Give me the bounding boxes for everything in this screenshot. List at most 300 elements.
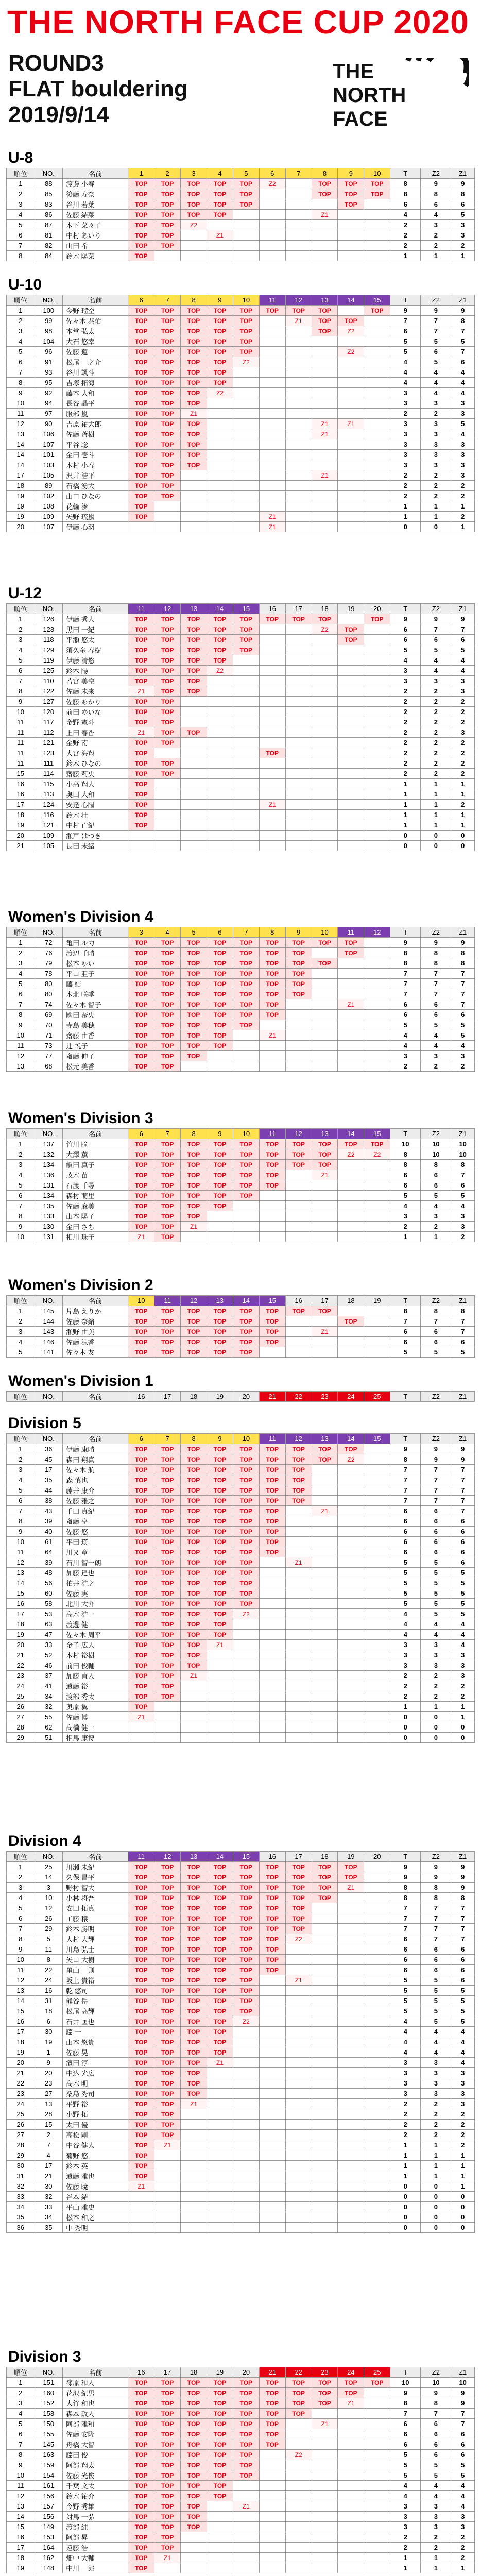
problem-result-cell [338,439,364,450]
problem-result-cell: TOP [181,1496,207,1506]
problem-result-cell [259,2068,285,2078]
name-cell: 小野 拓 [63,2109,128,2120]
zone2-count-cell: 9 [421,1872,451,1883]
table-row [7,1588,475,1599]
table-header-row [7,1392,475,1402]
bib-cell: 141 [35,1347,63,1358]
problem-result-cell: TOP [207,2409,233,2419]
problem-result-cell: TOP [128,1883,154,1893]
problem-result-cell [338,1465,364,1475]
name-cell: 佐藤 未来 [63,686,128,697]
problem-result-cell: TOP [128,2388,154,2398]
problem-result-cell: TOP [181,1201,207,1211]
problem-result-cell: TOP [154,1516,181,1527]
rank-cell: 5 [7,1180,35,1191]
header-problem: 7 [154,295,181,306]
problem-result-cell: TOP [181,357,207,367]
problem-result-cell [259,2460,285,2470]
problem-result-cell [364,969,390,979]
problem-result-cell [154,2223,181,2233]
bib-cell: 152 [35,2398,63,2409]
problem-result-cell: Z2 [233,1609,259,1619]
problem-result-cell: TOP [181,1934,207,1944]
problem-result-cell [364,758,390,769]
problem-result-cell [233,2161,259,2171]
zone2-count-cell: 9 [421,614,451,624]
zone1-count-cell: 1 [451,1712,475,1722]
problem-result-cell: TOP [154,1316,181,1327]
problem-result-cell: TOP [207,1934,233,1944]
problem-result-cell: TOP [207,1475,233,1485]
problem-result-cell: TOP [154,1568,181,1578]
problem-result-cell [154,841,181,851]
problem-result-cell: TOP [312,1893,338,1903]
header-z1: Z1 [451,1129,475,1139]
zone1-count-cell: 1 [451,522,475,532]
problem-result-cell: TOP [154,1609,181,1619]
problem-result-cell [259,2016,285,2027]
problem-result-cell [233,210,259,220]
problem-result-cell: TOP [181,1337,207,1347]
zone1-count-cell: 3 [451,727,475,738]
problem-result-cell [312,979,338,989]
bib-cell: 63 [35,1619,63,1630]
problem-result-cell: TOP [338,316,364,326]
problem-result-cell [338,1712,364,1722]
problem-result-cell [285,2460,312,2470]
problem-result-cell [364,738,390,748]
rank-cell: 2 [7,948,35,958]
problem-result-cell: TOP [128,1444,154,1454]
problem-result-cell: TOP [338,1444,364,1454]
zone2-count-cell: 3 [421,1650,451,1660]
problem-result-cell: TOP [154,2047,181,2058]
problem-result-cell: TOP [207,2419,233,2429]
problem-result-cell: TOP [154,179,181,189]
results-table [6,603,475,851]
problem-result-cell [364,958,390,969]
header-rank: 順位 [7,604,35,614]
rank-cell: 12 [7,419,35,429]
table-row [7,1722,475,1733]
header-problem: 25 [364,2367,390,2378]
problem-result-cell [285,1568,312,1578]
table-row [7,1975,475,1986]
name-cell: 鈴木 陽 [63,666,128,676]
problem-result-cell [207,2130,233,2140]
problem-result-cell [312,2429,338,2439]
problem-result-cell [207,1681,233,1691]
problem-result-cell [364,938,390,948]
rank-cell: 21 [7,2068,35,2078]
problem-result-cell [285,1944,312,1955]
problem-result-cell: TOP [233,2409,259,2419]
problem-result-cell: TOP [128,179,154,189]
problem-result-cell [181,491,207,501]
rank-cell: 14 [7,450,35,460]
problem-result-cell: TOP [207,1201,233,1211]
problem-result-cell [338,810,364,820]
problem-result-cell [364,1485,390,1496]
rank-cell: 23 [7,2089,35,2099]
problem-result-cell [207,1722,233,1733]
problem-result-cell: TOP [259,1327,285,1337]
table-row [7,439,475,450]
problem-result-cell: TOP [181,347,207,357]
name-cell: 相馬 康博 [63,1733,128,1743]
problem-result-cell [312,2161,338,2171]
bib-cell: 43 [35,1506,63,1516]
problem-result-cell: Z1 [128,686,154,697]
problem-result-cell [312,1650,338,1660]
problem-result-cell [338,1702,364,1712]
bib-cell: 53 [35,1609,63,1619]
problem-result-cell: TOP [128,491,154,501]
problem-result-cell: TOP [128,460,154,470]
problem-result-cell [364,2027,390,2037]
bib-cell: 90 [35,419,63,429]
problem-result-cell [364,1211,390,1222]
top-count-cell: 3 [390,2058,421,2068]
header-name: 名前 [63,1434,128,1444]
problem-result-cell [207,1691,233,1702]
problem-result-cell: TOP [154,1180,181,1191]
top-count-cell: 5 [390,1347,421,1358]
top-count-cell: 3 [390,2068,421,2078]
bib-cell: 115 [35,779,63,789]
section-title: Division 3 [8,2348,81,2365]
problem-result-cell: TOP [259,1454,285,1465]
problem-result-cell [259,189,285,199]
table-row [7,2120,475,2130]
problem-result-cell [285,1588,312,1599]
table-row [7,1316,475,1327]
zone1-count-cell: 5 [451,1191,475,1201]
problem-result-cell [312,388,338,398]
problem-result-cell: TOP [207,938,233,948]
problem-result-cell [338,831,364,841]
table-row [7,1609,475,1619]
problem-result-cell [312,1516,338,1527]
rank-cell: 1 [7,1862,35,1872]
problem-result-cell [285,2150,312,2161]
problem-result-cell: TOP [128,697,154,707]
zone2-count-cell: 3 [421,2089,451,2099]
zone1-count-cell: 0 [451,1722,475,1733]
problem-result-cell [285,769,312,779]
problem-result-cell: Z1 [128,1712,154,1722]
problem-result-cell: TOP [312,1454,338,1465]
problem-result-cell [207,2202,233,2212]
problem-result-cell [338,645,364,655]
problem-result-cell [364,199,390,210]
problem-result-cell [364,624,390,635]
problem-result-cell: TOP [207,1444,233,1454]
bib-cell: 135 [35,1201,63,1211]
zone1-count-cell: 2 [451,2553,475,2563]
problem-result-cell: TOP [207,1139,233,1149]
top-count-cell: 5 [390,2450,421,2460]
header-problem: 16 [128,2367,154,2378]
problem-result-cell [364,1306,390,1316]
top-count-cell: 2 [390,220,421,230]
problem-result-cell: TOP [338,938,364,948]
problem-result-cell: TOP [181,1630,207,1640]
problem-result-cell: TOP [154,2532,181,2543]
table-row [7,2068,475,2078]
table-row [7,450,475,460]
top-count-cell: 2 [390,717,421,727]
problem-result-cell: TOP [154,1010,181,1020]
problem-result-cell [181,2553,207,2563]
bib-cell: 137 [35,1139,63,1149]
problem-result-cell [364,1924,390,1934]
problem-result-cell [364,1986,390,1996]
zone1-count-cell: 3 [451,470,475,481]
problem-result-cell [259,789,285,800]
problem-result-cell [181,1681,207,1691]
header-problem: 13 [312,295,338,306]
zone1-count-cell: 2 [451,2140,475,2150]
table-row [7,2006,475,2016]
problem-result-cell [312,1924,338,1934]
problem-result-cell: TOP [259,1547,285,1557]
results-table [6,2367,475,2573]
problem-result-cell [259,2181,285,2192]
header-rank: 順位 [7,1392,35,1402]
problem-result-cell: Z1 [312,2419,338,2429]
problem-result-cell: TOP [312,1883,338,1893]
problem-result-cell [364,2047,390,2058]
rank-cell: 13 [7,1061,35,1072]
problem-result-cell [259,439,285,450]
problem-result-cell [233,666,259,676]
problem-result-cell: TOP [364,614,390,624]
name-cell: 佐藤 あかり [63,697,128,707]
bib-cell: 60 [35,1588,63,1599]
zone1-count-cell: 10 [451,1139,475,1149]
problem-result-cell [338,1568,364,1578]
problem-result-cell [181,2171,207,2181]
problem-result-cell: TOP [207,1568,233,1578]
top-count-cell: 2 [390,727,421,738]
table-row [7,2481,475,2491]
zone1-count-cell: 8 [451,316,475,326]
problem-result-cell: TOP [154,2006,181,2016]
problem-result-cell [259,460,285,470]
problem-result-cell [207,2522,233,2532]
top-count-cell: 8 [390,189,421,199]
problem-result-cell [207,748,233,758]
problem-result-cell [312,1568,338,1578]
rank-cell: 7 [7,999,35,1010]
rank-cell: 14 [7,2512,35,2522]
problem-result-cell: TOP [181,1913,207,1924]
name-cell: 齋藤 伸子 [63,1051,128,1061]
problem-result-cell: TOP [154,2512,181,2522]
rank-cell: 5 [7,979,35,989]
name-cell: 阿部 昇 [63,2532,128,2543]
problem-result-cell: TOP [181,1965,207,1975]
problem-result-cell: TOP [233,1485,259,1496]
problem-result-cell [233,439,259,450]
name-cell: 佐藤 光俊 [63,2470,128,2481]
problem-result-cell [285,241,312,251]
problem-result-cell [259,388,285,398]
zone2-count-cell: 9 [421,2388,451,2398]
problem-result-cell: TOP [259,1337,285,1347]
problem-result-cell [181,2161,207,2171]
problem-result-cell [285,1702,312,1712]
problem-result-cell: TOP [154,1041,181,1051]
problem-result-cell [259,2543,285,2553]
problem-result-cell [312,769,338,779]
rank-cell: 31 [7,2171,35,2181]
problem-result-cell [207,2563,233,2573]
bib-cell: 12 [35,1903,63,1913]
problem-result-cell [259,2058,285,2068]
problem-result-cell [312,1191,338,1201]
problem-result-cell: TOP [154,1975,181,1986]
header-problem: 21 [259,1392,285,1402]
bib-cell: 155 [35,2429,63,2439]
problem-result-cell: TOP [207,2460,233,2470]
problem-result-cell [259,1996,285,2006]
problem-result-cell [259,1232,285,1242]
problem-result-cell: TOP [312,326,338,336]
bib-cell: 62 [35,1722,63,1733]
name-cell: 安田 拓真 [63,1903,128,1913]
header-problem: 13 [181,604,207,614]
problem-result-cell: TOP [207,1030,233,1041]
zone2-count-cell: 4 [421,1619,451,1630]
problem-result-cell: TOP [207,2470,233,2481]
problem-result-cell [338,1170,364,1180]
table-row [7,758,475,769]
header-problem: 8 [259,927,285,938]
problem-result-cell [338,1640,364,1650]
zone1-count-cell: 1 [451,2161,475,2171]
problem-result-cell [338,2150,364,2161]
problem-result-cell [364,1316,390,1327]
problem-result-cell: TOP [233,1578,259,1588]
problem-result-cell: TOP [181,2419,207,2429]
problem-result-cell [312,655,338,666]
zone1-count-cell: 1 [451,779,475,789]
problem-result-cell: TOP [364,179,390,189]
bib-cell: 77 [35,1051,63,1061]
zone2-count-cell: 7 [421,326,451,336]
problem-result-cell: TOP [154,2481,181,2491]
problem-result-cell: TOP [128,230,154,241]
problem-result-cell: TOP [154,1640,181,1650]
problem-result-cell: TOP [181,2016,207,2027]
name-cell: 佐藤 奈緒 [63,1316,128,1327]
bib-cell: 6 [35,2016,63,2027]
problem-result-cell: TOP [128,2120,154,2130]
problem-result-cell [285,2543,312,2553]
header-problem: 10 [233,1129,259,1139]
problem-result-cell [364,800,390,810]
name-cell: 森村 萌里 [63,1191,128,1201]
problem-result-cell [259,2161,285,2171]
table-row [7,655,475,666]
problem-result-cell: TOP [154,948,181,958]
problem-result-cell [181,697,207,707]
bib-cell: 72 [35,938,63,948]
table-row [7,460,475,470]
problem-result-cell [233,2099,259,2109]
zone2-count-cell: 5 [421,1557,451,1568]
bib-cell: 32 [35,2192,63,2202]
problem-result-cell [207,470,233,481]
problem-result-cell [181,2130,207,2140]
bib-cell: 160 [35,2388,63,2398]
problem-result-cell: TOP [285,1306,312,1316]
table-row [7,697,475,707]
bib-cell: 112 [35,727,63,738]
top-count-cell: 6 [390,1337,421,1347]
problem-result-cell [364,439,390,450]
zone1-count-cell: 0 [451,841,475,851]
zone2-count-cell: 3 [421,1640,451,1650]
header-name: 名前 [63,927,128,938]
problem-result-cell: TOP [312,2398,338,2409]
header-problem: 14 [207,604,233,614]
header-problem: 19 [207,2367,233,2378]
table-row [7,1630,475,1640]
table-row [7,2109,475,2120]
problem-result-cell [338,1211,364,1222]
top-count-cell: 3 [390,2078,421,2089]
problem-result-cell [207,800,233,810]
problem-result-cell [259,831,285,841]
top-count-cell: 2 [390,2543,421,2553]
name-cell: 渡邊 健 [63,1619,128,1630]
problem-result-cell: TOP [181,1516,207,1527]
bib-cell: 157 [35,2501,63,2512]
problem-result-cell [154,800,181,810]
problem-result-cell: TOP [207,378,233,388]
problem-result-cell: TOP [128,717,154,727]
problem-result-cell: TOP [128,2058,154,2068]
problem-result-cell [233,2543,259,2553]
zone1-count-cell: 2 [451,1691,475,1702]
problem-result-cell [364,1630,390,1640]
problem-result-cell: TOP [128,2130,154,2140]
problem-result-cell [338,512,364,522]
problem-result-cell: TOP [181,2409,207,2419]
problem-result-cell: TOP [207,2439,233,2450]
problem-result-cell: TOP [128,1139,154,1149]
zone2-count-cell: 1 [421,2161,451,2171]
problem-result-cell [312,409,338,419]
zone1-count-cell: 4 [451,1041,475,1051]
bib-cell: 24 [35,1975,63,1986]
rank-cell: 21 [7,841,35,851]
problem-result-cell: TOP [154,938,181,948]
zone1-count-cell: 4 [451,2027,475,2037]
problem-result-cell [285,1211,312,1222]
table-row [7,316,475,326]
problem-result-cell [233,769,259,779]
problem-result-cell: TOP [154,1160,181,1170]
problem-result-cell: TOP [312,179,338,189]
zone1-count-cell: 4 [451,1630,475,1640]
rank-cell: 24 [7,2099,35,2109]
problem-result-cell [233,367,259,378]
problem-result-cell: TOP [312,306,338,316]
